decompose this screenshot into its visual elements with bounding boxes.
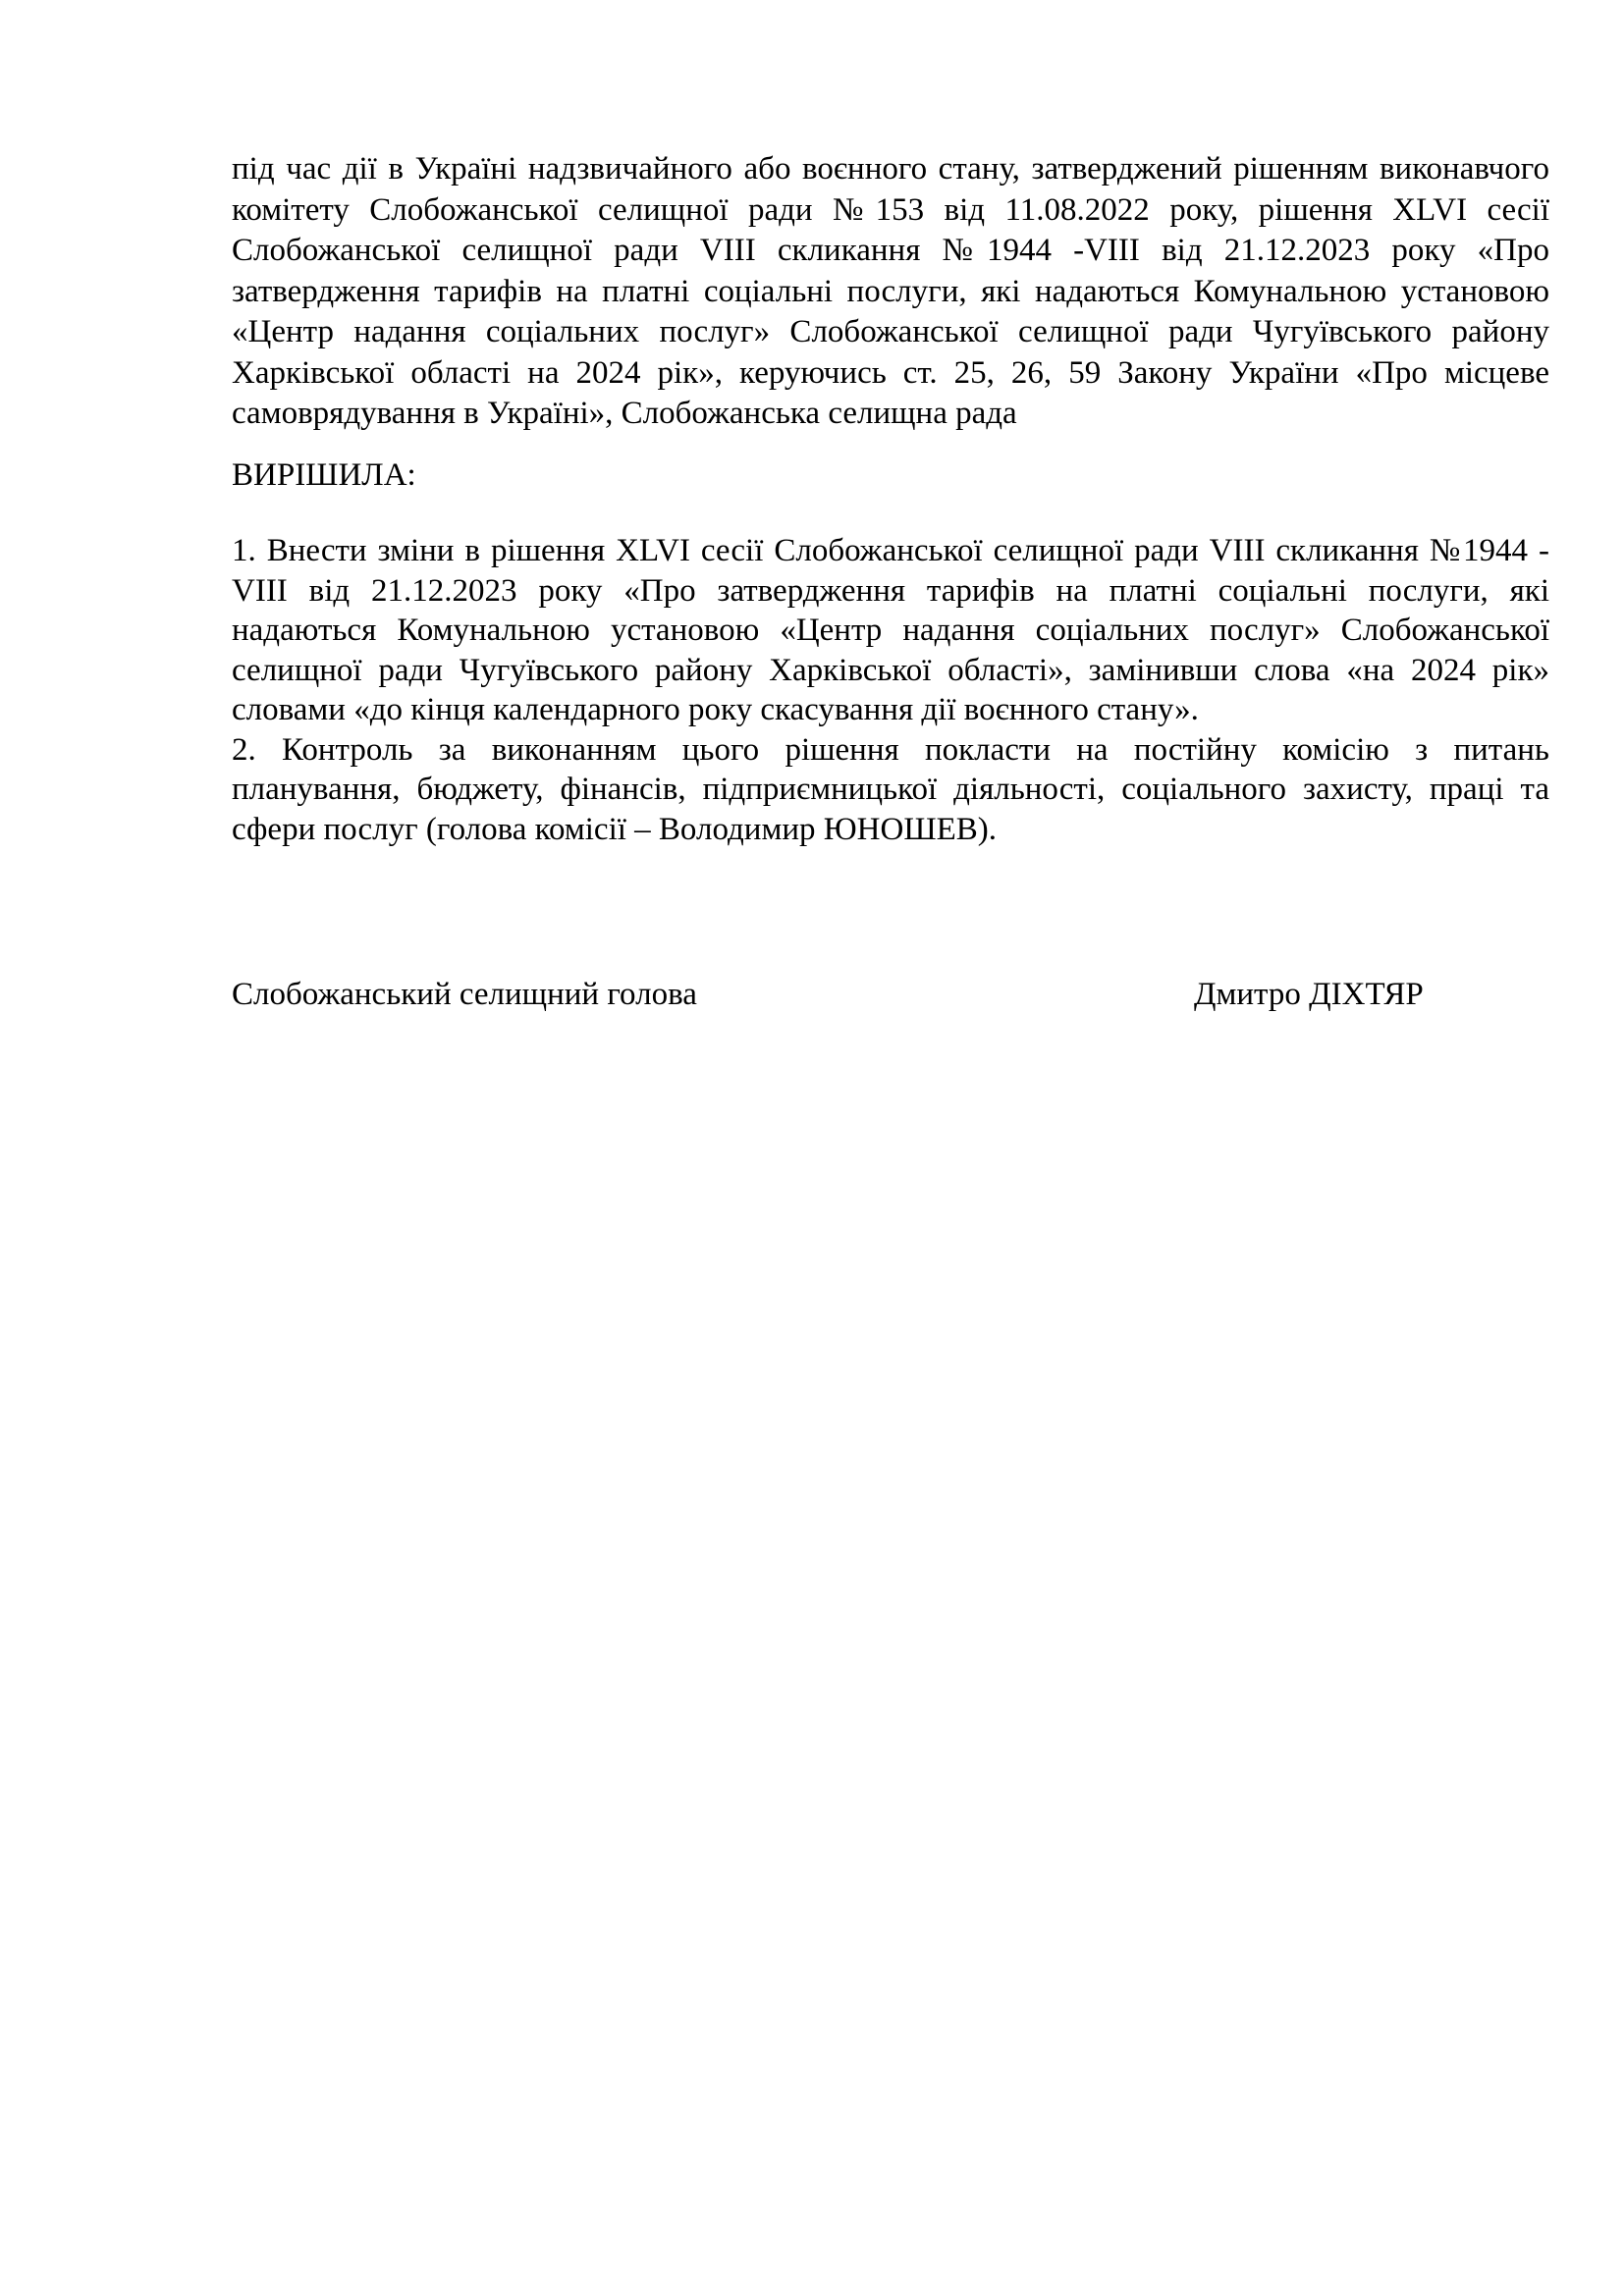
item-line: селищної ради Чугуївського району Харківської області», замінивши слова «на 2024 рік» [232, 652, 1549, 688]
intro-line: під час дії в Україні надзвичайного або воєнного стану, затверджений рішенням виконавчого [232, 151, 1549, 187]
item-line: 1. Внести зміни в рішення XLVI сесії Слобожанської селищної ради VIII скликання №1944 - [232, 533, 1549, 568]
signatory-title: Слобожанський селищний голова [232, 977, 697, 1012]
item-line: 2. Контроль за виконанням цього рішення покласти на постійну комісію з питань [232, 731, 1549, 768]
intro-line: самоврядування в Україні», Слобожанська селищна рада [232, 396, 1017, 431]
intro-line: Харківської області на 2024 рік», керуючись ст. 25, 26, 59 Закону України «Про місцеве [232, 354, 1549, 391]
item-line: сфери послуг (голова комісії – Володимир ЮНОШЕВ). [232, 811, 998, 847]
signature-block [232, 975, 1430, 1016]
resolution-items [232, 531, 1549, 849]
intro-line: затвердження тарифів на платні соціальні послуги, які надаються Комунальною установою [232, 273, 1549, 309]
signatory-name: Дмитро ДІХТЯР [1194, 977, 1424, 1012]
item-line: словами «до кінця календарного року скасування дії воєнного стану». [232, 692, 1199, 727]
resolution-item-1 [232, 531, 1549, 730]
intro-line: комітету Слобожанської селищної ради №153 від 11.08.2022 року, рішення XLVI сесії [232, 191, 1549, 228]
item-line: VIII від 21.12.2023 року «Про затвердження тарифів на платні соціальні послуги, які [232, 572, 1549, 609]
item-line: надаються Комунальною установою «Центр надання соціальних послуг» Слобожанської [232, 613, 1549, 648]
intro-paragraph [232, 149, 1549, 435]
intro-line: «Центр надання соціальних послуг» Слобожанської селищної ради Чугуївського району [232, 314, 1549, 349]
item-line: планування, бюджету, фінансів, підприємницької діяльності, соціального захисту, праці та [232, 772, 1549, 807]
intro-line: Слобожанської селищної ради VIII скликання №1944 -VIII від 21.12.2023 року «Про [232, 233, 1549, 268]
resolved-heading: ВИРІШИЛА: [232, 457, 416, 493]
resolution-item-2 [232, 730, 1549, 850]
